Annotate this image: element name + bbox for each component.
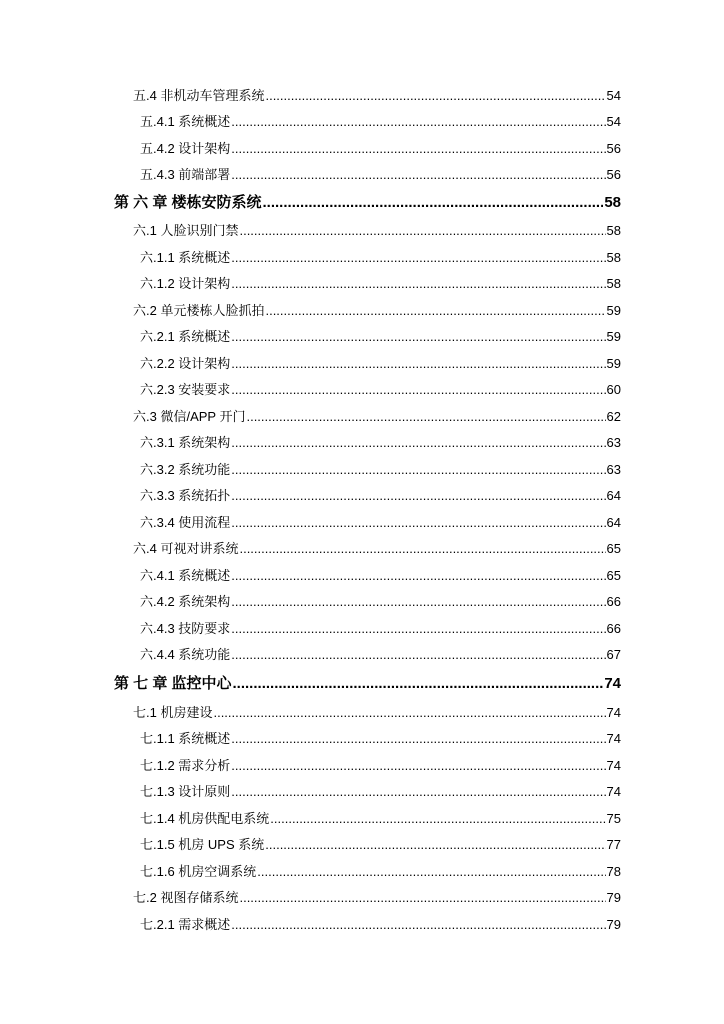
toc-entry[interactable] xyxy=(140,863,621,881)
toc-entry[interactable] xyxy=(140,328,621,346)
toc-entry-title: 六.2.1 系统概述 xyxy=(140,329,231,344)
toc-entry[interactable] xyxy=(140,113,621,131)
toc-entry-title: 第 六 章 楼栋安防系统 xyxy=(114,194,262,211)
dot-leader xyxy=(263,193,604,213)
toc-entry-title: 六.3.2 系统功能 xyxy=(140,462,231,477)
toc-entry[interactable] xyxy=(140,275,621,293)
toc-entry-title: 七.1.5 机房 UPS 系统 xyxy=(140,837,265,852)
toc-entry[interactable] xyxy=(140,355,621,373)
toc-entry-page: 79 xyxy=(606,917,621,932)
dot-leader xyxy=(231,730,605,748)
toc-entry-page: 59 xyxy=(606,356,621,371)
toc-entry-page: 75 xyxy=(606,811,621,826)
dot-leader xyxy=(265,836,605,854)
toc-entry-page: 59 xyxy=(606,303,621,318)
dot-leader xyxy=(231,166,605,184)
dot-leader xyxy=(231,461,605,479)
toc-entry[interactable] xyxy=(140,381,621,399)
dot-leader xyxy=(257,863,605,881)
dot-leader xyxy=(231,275,605,293)
toc-entry[interactable] xyxy=(140,434,621,452)
toc-entry-page: 67 xyxy=(606,647,621,662)
toc-entry-page: 58 xyxy=(606,250,621,265)
toc-entry[interactable] xyxy=(140,730,621,748)
toc-entry-page: 54 xyxy=(606,88,621,103)
toc-entry-page: 54 xyxy=(606,114,621,129)
dot-leader xyxy=(231,249,605,267)
toc-entry-title: 六.4 可视对讲系统 xyxy=(133,541,239,556)
dot-leader xyxy=(231,567,605,585)
toc-entry-title: 六.4.2 系统架构 xyxy=(140,594,231,609)
dot-leader xyxy=(231,646,605,664)
toc-entry-page: 62 xyxy=(606,409,621,424)
toc-entry-page: 56 xyxy=(606,167,621,182)
toc-entry-page: 64 xyxy=(606,515,621,530)
dot-leader xyxy=(231,783,605,801)
toc-entry-title: 七.1.4 机房供配电系统 xyxy=(140,811,270,826)
dot-leader xyxy=(231,593,605,611)
dot-leader xyxy=(231,113,605,131)
toc-entry[interactable] xyxy=(140,620,621,638)
dot-leader xyxy=(239,889,605,907)
toc-entry-title: 六.1.2 设计架构 xyxy=(140,276,231,291)
dot-leader xyxy=(231,757,605,775)
dot-leader xyxy=(213,704,605,722)
dot-leader xyxy=(231,916,605,934)
toc-entry[interactable] xyxy=(140,514,621,532)
toc-entry-page: 77 xyxy=(606,837,621,852)
dot-leader xyxy=(231,487,605,505)
toc-entry-page: 66 xyxy=(606,594,621,609)
toc-entry-title: 六.3.4 使用流程 xyxy=(140,515,231,530)
toc-entry-page: 79 xyxy=(606,890,621,905)
dot-leader xyxy=(233,674,604,694)
dot-leader xyxy=(231,355,605,373)
toc-entry-page: 74 xyxy=(606,784,621,799)
toc-entry-title: 五.4.1 系统概述 xyxy=(140,114,231,129)
toc-entry[interactable] xyxy=(133,222,621,240)
toc-entry-page: 60 xyxy=(606,382,621,397)
toc-entry-title: 六.4.3 技防要求 xyxy=(140,621,231,636)
toc-entry[interactable] xyxy=(140,783,621,801)
toc-entry-title: 五.4 非机动车管理系统 xyxy=(133,88,265,103)
toc-entry[interactable] xyxy=(133,302,621,320)
toc-entry-title: 七.1.3 设计原则 xyxy=(140,784,231,799)
toc-entry-page: 59 xyxy=(606,329,621,344)
toc-entry[interactable] xyxy=(140,836,621,854)
toc-entry-page: 64 xyxy=(606,488,621,503)
toc-entry-title: 七.1.1 系统概述 xyxy=(140,731,231,746)
dot-leader xyxy=(231,381,605,399)
toc-entry-page: 74 xyxy=(606,705,621,720)
dot-leader xyxy=(246,408,605,426)
toc-entry[interactable] xyxy=(133,540,621,558)
toc-entry-page: 63 xyxy=(606,435,621,450)
toc-entry[interactable] xyxy=(140,646,621,664)
toc-entry-title: 六.2.3 安装要求 xyxy=(140,382,231,397)
toc-entry-page: 78 xyxy=(606,864,621,879)
toc-entry[interactable] xyxy=(140,461,621,479)
toc-entry-title: 七.2.1 需求概述 xyxy=(140,917,231,932)
dot-leader xyxy=(265,302,605,320)
toc-entry-page: 56 xyxy=(606,141,621,156)
toc-entry-title: 六.1.1 系统概述 xyxy=(140,250,231,265)
toc-entry-title: 六.4.1 系统概述 xyxy=(140,568,231,583)
toc-entry-title: 六.3.3 系统拓扑 xyxy=(140,488,231,503)
toc-entry[interactable] xyxy=(140,757,621,775)
toc-entry-page: 74 xyxy=(606,758,621,773)
toc-entry-title: 五.4.2 设计架构 xyxy=(140,141,231,156)
toc-entry-title: 七.1.6 机房空调系统 xyxy=(140,864,257,879)
toc-entry[interactable] xyxy=(140,249,621,267)
toc-entry[interactable] xyxy=(140,916,621,934)
dot-leader xyxy=(231,514,605,532)
toc-entry-title: 六.3.1 系统架构 xyxy=(140,435,231,450)
toc-entry-title: 六.1 人脸识别门禁 xyxy=(133,223,239,238)
dot-leader xyxy=(265,87,605,105)
toc-entry[interactable] xyxy=(140,140,621,158)
toc-entry-title: 七.1.2 需求分析 xyxy=(140,758,231,773)
toc-entry[interactable] xyxy=(140,166,621,184)
toc-entry[interactable] xyxy=(140,487,621,505)
toc-entry-page: 74 xyxy=(606,731,621,746)
toc-entry[interactable] xyxy=(133,408,621,426)
dot-leader xyxy=(239,222,605,240)
toc-entry[interactable] xyxy=(133,87,621,105)
toc-chapter-entry[interactable] xyxy=(114,193,621,213)
toc-entry[interactable] xyxy=(140,810,621,828)
toc-entry-title: 七.2 视图存储系统 xyxy=(133,890,239,905)
toc-entry-title: 六.2 单元楼栋人脸抓拍 xyxy=(133,303,265,318)
toc-entry-page: 66 xyxy=(606,621,621,636)
dot-leader xyxy=(239,540,605,558)
toc-entry-title: 六.2.2 设计架构 xyxy=(140,356,231,371)
dot-leader xyxy=(231,620,605,638)
dot-leader xyxy=(270,810,605,828)
toc-entry-title: 七.1 机房建设 xyxy=(133,705,213,720)
toc-entry[interactable] xyxy=(133,704,621,722)
toc-entry-page: 63 xyxy=(606,462,621,477)
dot-leader xyxy=(231,328,605,346)
toc-entry[interactable] xyxy=(140,567,621,585)
toc-entry-page: 58 xyxy=(606,276,621,291)
dot-leader xyxy=(231,140,605,158)
toc-entry-title: 六.4.4 系统功能 xyxy=(140,647,231,662)
toc-entry-title: 六.3 微信/APP 开门 xyxy=(133,409,246,424)
toc-entry[interactable] xyxy=(140,593,621,611)
toc-entry-page: 58 xyxy=(606,223,621,238)
toc-entry-page: 74 xyxy=(604,675,621,692)
toc-entry-title: 第 七 章 监控中心 xyxy=(114,675,232,692)
toc-chapter-entry[interactable] xyxy=(114,674,621,694)
dot-leader xyxy=(231,434,605,452)
toc-entry-title: 五.4.3 前端部署 xyxy=(140,167,231,182)
toc-entry-page: 65 xyxy=(606,568,621,583)
toc-entry-page: 65 xyxy=(606,541,621,556)
toc-entry-page: 58 xyxy=(604,194,621,211)
toc-entry[interactable] xyxy=(133,889,621,907)
